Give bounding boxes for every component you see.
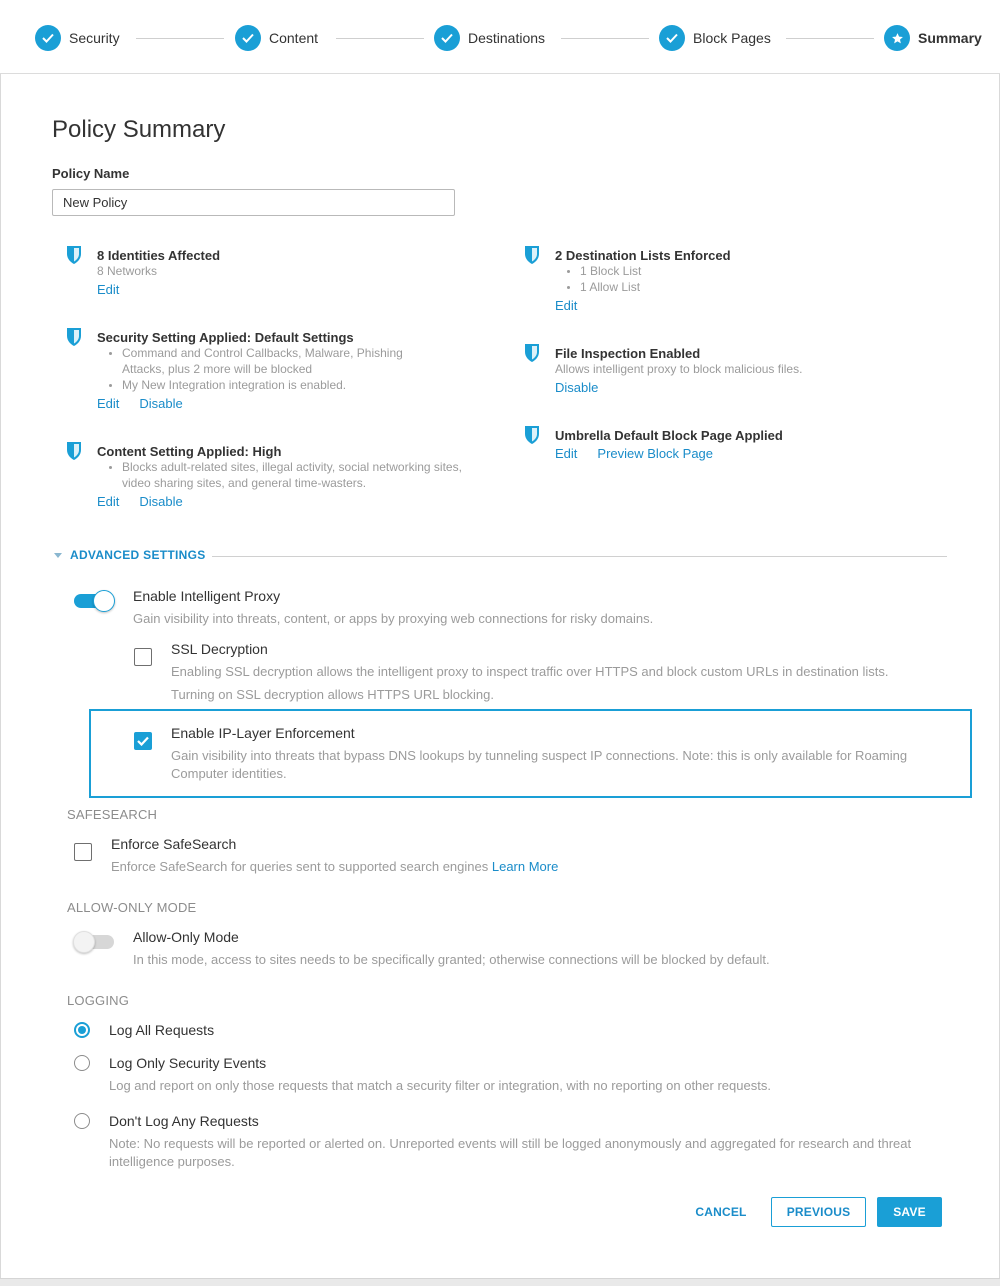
page-title: Policy Summary [52,116,226,143]
step-content[interactable] [235,25,318,51]
disable-content-link[interactable]: Disable [139,494,183,509]
step-label: Destinations [468,30,546,46]
allow-only-heading: ALLOW-ONLY MODE [67,900,197,915]
allow-only-desc: In this mode, access to sites needs to be specifically granted; otherwise connections will be blocked by default. [133,952,770,967]
summary-bullets [97,459,462,491]
check-icon [434,25,460,51]
log-none-radio[interactable] [74,1113,90,1129]
bullet-item: My New Integration integration is enabled. [97,377,437,393]
shield-icon [66,245,82,265]
summary-identities [97,248,477,299]
summary-block-page [555,428,955,463]
step-connector [336,38,424,39]
summary-title: 8 Identities Affected [97,248,221,263]
advanced-settings-toggle[interactable] [54,548,206,562]
summary-bullets [555,263,935,295]
step-security[interactable] [35,25,120,51]
step-block-pages[interactable] [659,25,771,51]
safesearch-heading: SAFESEARCH [67,807,158,822]
policy-name-label: Policy Name [52,166,130,181]
divider [212,556,947,557]
safesearch-checkbox[interactable] [74,843,92,861]
summary-subtitle: Allows intelligent proxy to block malicious files. [555,362,803,376]
ssl-decryption-checkbox[interactable] [134,648,152,666]
allow-only-toggle[interactable] [74,931,116,951]
ip-layer-title: Enable IP-Layer Enforcement [171,725,355,741]
edit-identities-link[interactable]: Edit [97,282,120,297]
check-icon [35,25,61,51]
log-security-title: Log Only Security Events [109,1055,267,1071]
ssl-decryption-desc: Enabling SSL decryption allows the intelligent proxy to inspect traffic over HTTPS and block custom URLs in destination lists. [171,664,889,679]
check-icon [659,25,685,51]
safesearch-desc [111,858,951,876]
summary-bullets [97,345,437,393]
step-label: Block Pages [693,30,771,46]
summary-content [97,444,462,511]
previous-button[interactable]: PREVIOUS [771,1197,866,1227]
safesearch-title: Enforce SafeSearch [111,836,237,852]
advanced-settings-label: ADVANCED SETTINGS [70,548,206,562]
edit-block-page-link[interactable]: Edit [555,446,578,461]
shield-icon [66,441,82,461]
log-security-radio[interactable] [74,1055,90,1071]
preview-block-page-link[interactable]: Preview Block Page [597,446,714,461]
logging-heading: LOGGING [67,993,130,1008]
star-icon [884,25,910,51]
summary-title: Content Setting Applied: High [97,444,282,459]
step-label: Summary [918,30,982,46]
summary-file-inspection [555,346,955,397]
bullet-item: Blocks adult-related sites, illegal activity, social networking sites, video sharing sites, and general time-wasters. [97,459,462,491]
edit-destinations-link[interactable]: Edit [555,298,578,313]
safesearch-desc-text: Enforce SafeSearch for queries sent to supported search engines [111,859,489,874]
disable-security-link[interactable]: Disable [139,396,183,411]
summary-title: Security Setting Applied: Default Settings [97,330,354,345]
step-connector [786,38,874,39]
bullet-item: 1 Block List [555,263,935,279]
check-icon [137,736,149,746]
log-all-title: Log All Requests [109,1022,215,1038]
page-bottom-edge [0,1278,1000,1286]
step-label: Content [269,30,319,46]
wizard-steps [0,0,1000,74]
intelligent-proxy-toggle[interactable] [74,590,116,610]
edit-security-link[interactable]: Edit [97,396,120,411]
step-label: Security [69,30,120,46]
log-none-title: Don't Log Any Requests [109,1113,259,1129]
ip-layer-desc: Gain visibility into threats that bypass DNS lookups by tunneling suspect IP connections. Note: this is only available for Roaming Computer identities. [171,748,908,781]
ssl-decryption-title: SSL Decryption [171,641,268,657]
cancel-button[interactable]: CANCEL [688,1199,754,1225]
learn-more-link[interactable]: Learn More [491,859,559,874]
shield-icon [524,425,540,445]
allow-only-title: Allow-Only Mode [133,929,239,945]
bullet-item: Command and Control Callbacks, Malware, Phishing Attacks, plus 2 more will be blocked [97,345,437,377]
save-button[interactable]: SAVE [877,1197,942,1227]
summary-title: 2 Destination Lists Enforced [555,248,731,263]
shield-icon [524,343,540,363]
shield-icon [524,245,540,265]
edit-content-link[interactable]: Edit [97,494,120,509]
policy-name-input[interactable] [52,189,455,216]
summary-security [97,330,437,413]
summary-destinations [555,248,935,315]
intelligent-proxy-desc: Gain visibility into threats, content, or apps by proxying web connections for risky domains. [133,611,654,626]
step-summary[interactable] [884,25,982,51]
bullet-item: 1 Allow List [555,279,935,295]
summary-title: Umbrella Default Block Page Applied [555,428,783,443]
ip-layer-checkbox[interactable] [134,732,152,750]
caret-down-icon [54,553,62,558]
check-icon [235,25,261,51]
summary-title: File Inspection Enabled [555,346,701,361]
log-all-radio[interactable] [74,1022,90,1038]
step-connector [136,38,224,39]
log-none-desc: Note: No requests will be reported or alerted on. Unreported events will still be logged anonymously and aggregated for research and threat intelligence purposes. [109,1136,912,1169]
step-connector [561,38,649,39]
step-destinations[interactable] [434,25,545,51]
disable-file-inspection-link[interactable]: Disable [555,380,599,395]
intelligent-proxy-title: Enable Intelligent Proxy [133,588,281,604]
ssl-decryption-note: Turning on SSL decryption allows HTTPS URL blocking. [171,687,494,702]
log-security-desc: Log and report on only those requests that match a security filter or integration, with no reporting on other requests. [109,1078,771,1093]
summary-subtitle: 8 Networks [97,264,158,278]
shield-icon [66,327,82,347]
